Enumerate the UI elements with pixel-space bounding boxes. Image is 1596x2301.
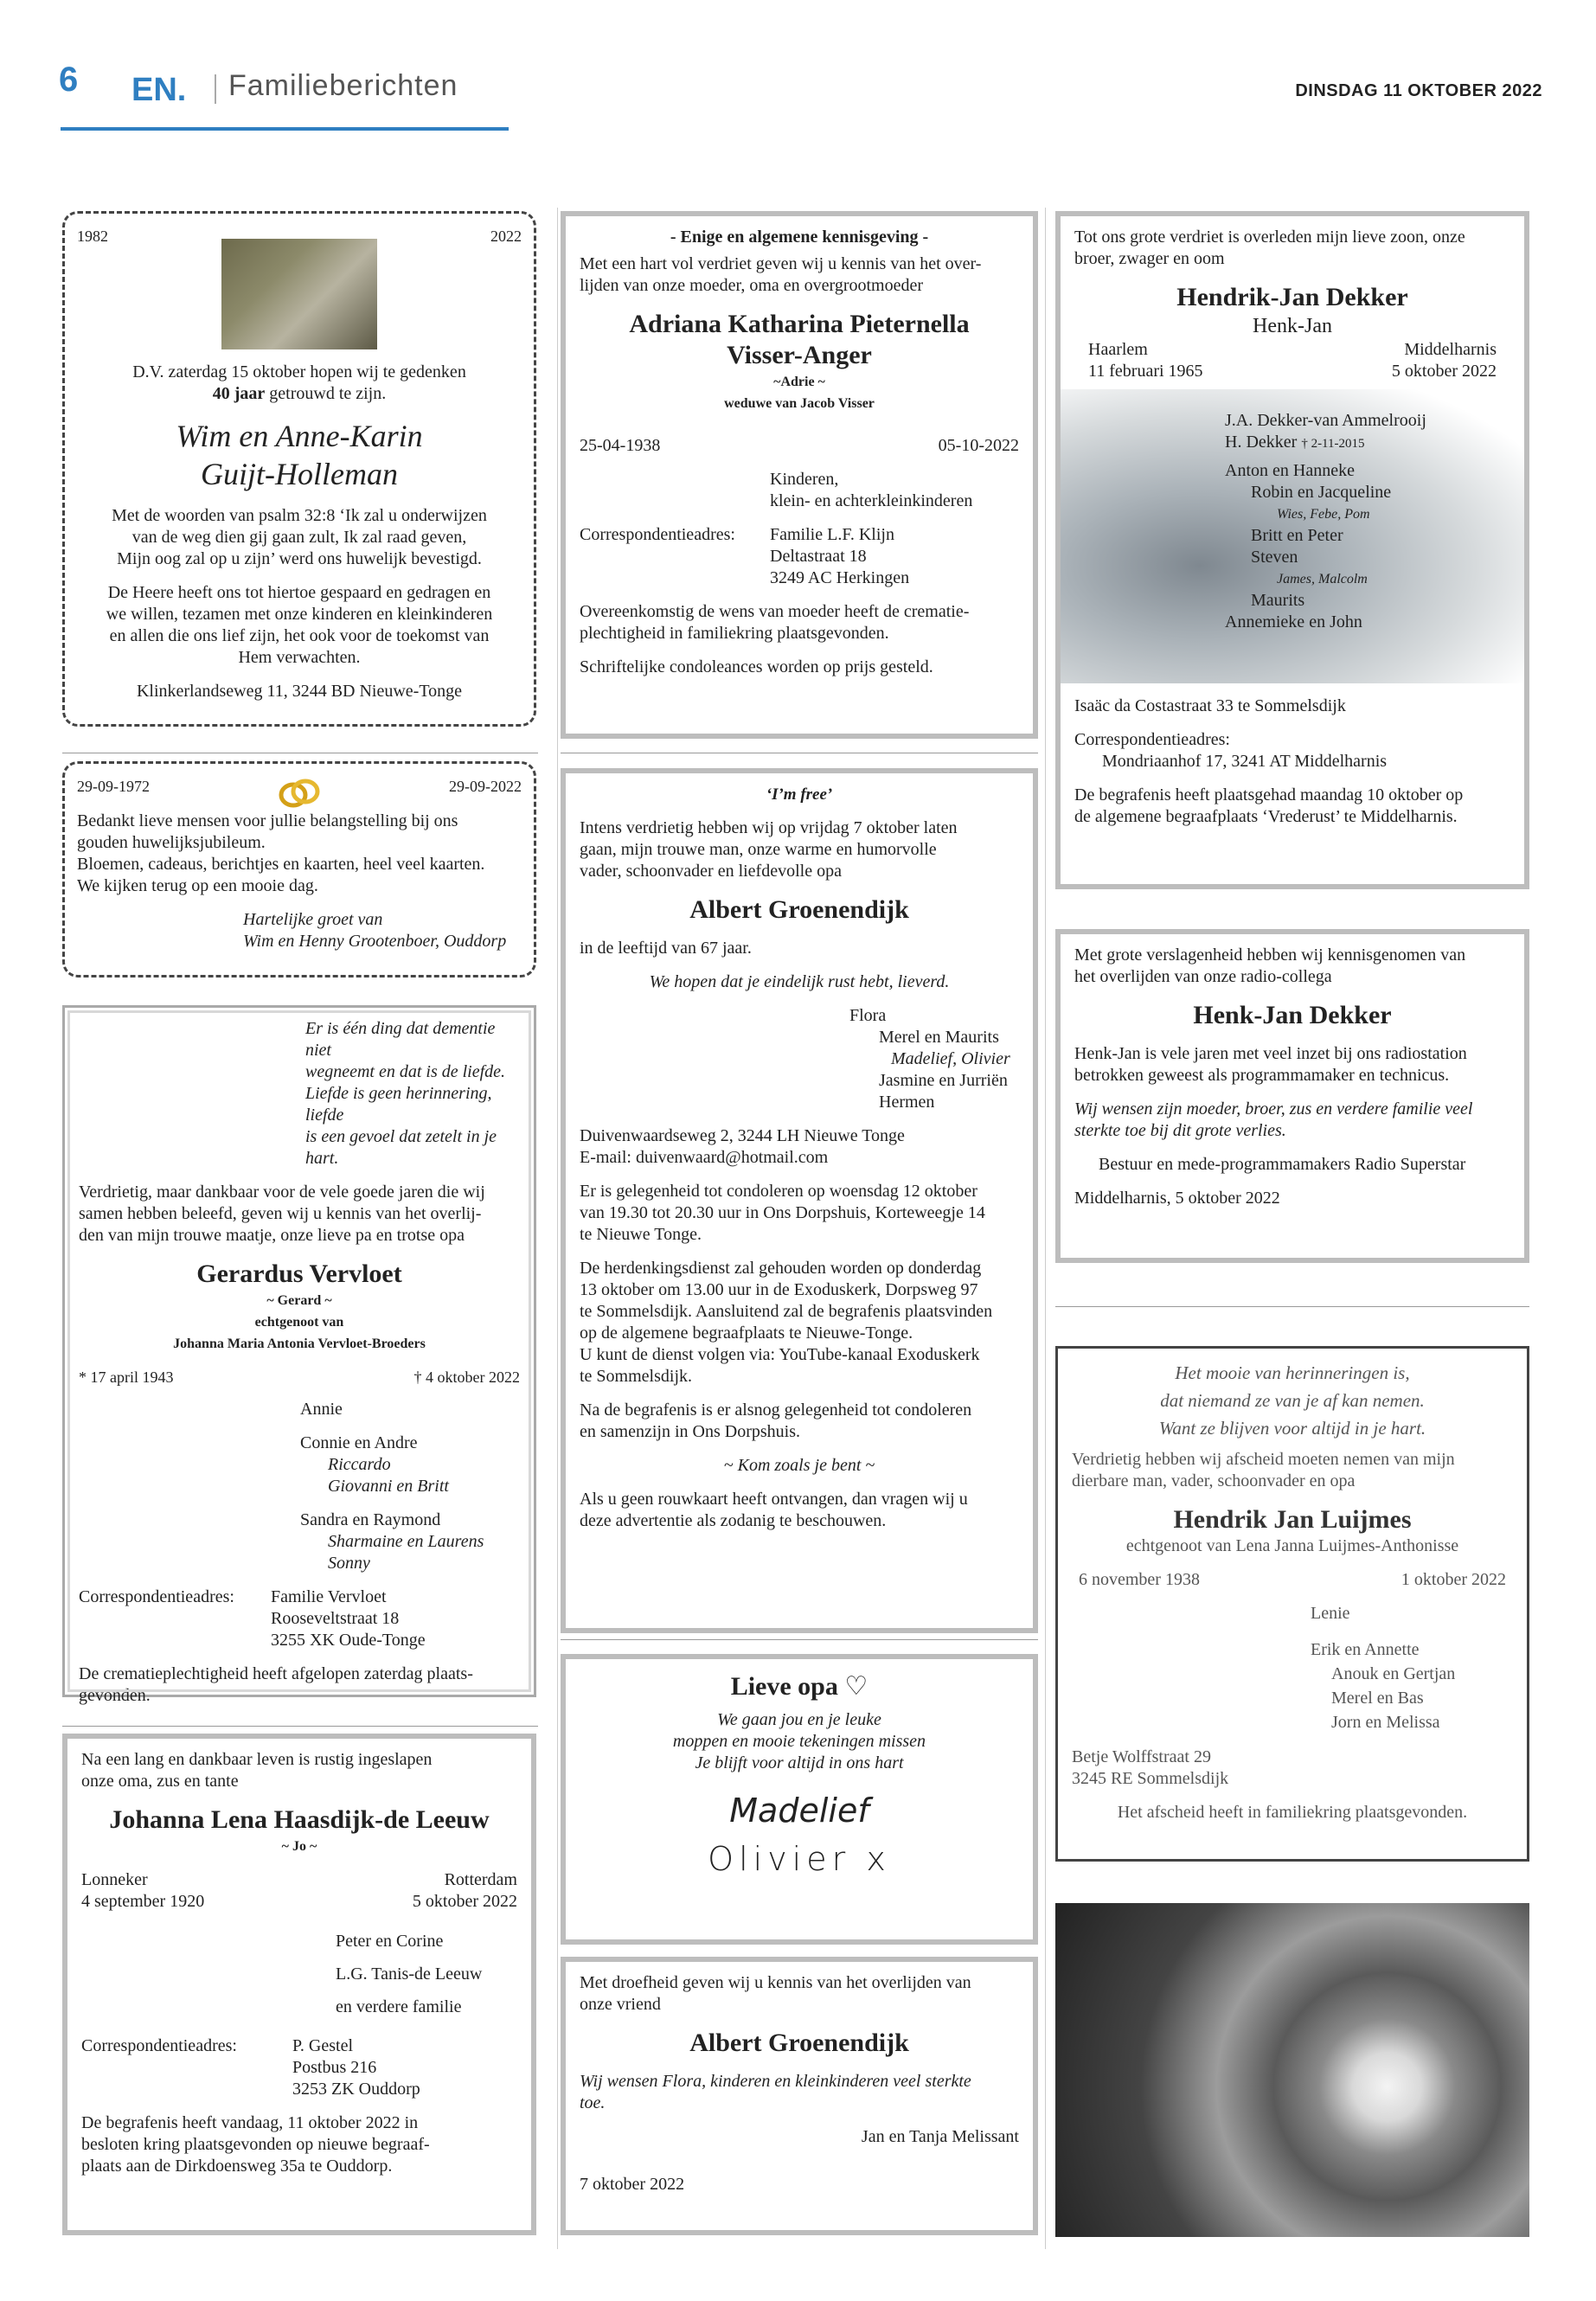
family-member: Maurits [1251,591,1305,610]
quote-line: moppen en mooie tekeningen missen [672,1732,926,1751]
birth-date: 11 februari 1965 [1088,362,1203,381]
quote-line: wegneemt en dat is de liefde. [305,1062,506,1081]
family-member: Sandra en Raymond [300,1510,441,1529]
text-line: De begrafenis heeft plaatsgehad maandag 10 oktober op [1074,785,1464,804]
obituary-gerardus-vervloet [62,1005,536,1705]
sender: Jan en Tanja Melissant [861,2127,1019,2146]
correspondence-address: Correspondentieadres: Familie Vervloet Rooseveltstraat 18 3255 XK Oude-Tonge [79,1587,426,1650]
family-member: Flora [849,1006,887,1025]
row-rule [1055,1306,1529,1307]
signature-madelief: Madelief [729,1791,869,1830]
condolence-albert-groenendijk [561,1957,1038,2235]
widow-of: weduwe van Jacob Visser [724,396,875,411]
page-number: 6 [59,61,79,99]
family-member: Peter en Corine [336,1932,444,1951]
column-rule [557,208,558,2249]
fishing-boat-photo [1061,389,1524,683]
text-line: het overlijden van onze radio-collega [1074,967,1332,986]
death-date: † 4 oktober 2022 [413,1368,520,1386]
text-line: den van mijn trouwe maatje, onze lieve pa en trotse opa [79,1226,465,1245]
text-line: te Sommelsdijk. Aansluitend zal de begrafenis plaatsvinden [580,1302,993,1321]
deceased-name: Adriana Katharina Pieternella [629,310,970,338]
obituary-hendrik-jan-dekker [1055,211,1529,889]
family-member: Annemieke en John [1225,612,1362,631]
text-line: de algemene begraafplaats ‘Vrederust’ te Middelharnis. [1074,807,1458,826]
text-line: Na de begrafenis is er alsnog gelegenheid tot condoleren [580,1400,972,1420]
family-member: Merel en Bas [1331,1689,1424,1708]
text-line: Bloemen, cadeaus, berichtjes en kaarten, heel veel kaarten. [77,855,485,874]
text-line: en allen die ons lief zijn, het ook voor de toekomst van [109,626,490,645]
family-member: klein- en achterkleinkinderen [770,491,973,510]
text-line: De Heere heeft ons tot hiertoe gespaard en gedragen en [107,583,491,602]
text-line: Met de woorden van psalm 32:8 ‘Ik zal u onderwijzen [112,506,487,525]
birth-place: Haarlem [1088,340,1148,359]
row-rule [62,1726,538,1727]
text-line: broer, zwager en oom [1074,249,1225,268]
text-line: lijden van onze moeder, oma en overgrootmoeder [580,276,924,295]
newspaper-logo [131,73,201,104]
deceased-name: Johanna Lena Haasdijk-de Leeuw [109,1805,490,1834]
couple-name: Wim en Anne-Karin [176,419,423,453]
death-date: 1 oktober 2022 [1401,1570,1506,1589]
text-line: Met droefheid geven wij u kennis van het overlijden van [580,1973,971,1992]
correspondence-address: Mondriaanhof 17, 3241 AT Middelharnis [1102,752,1388,771]
text-line: Met een hart vol verdriet geven wij u kennis van het over- [580,254,982,273]
death-place: Middelharnis [1404,340,1497,359]
announcement-line: 40 jaar getrouwd te zijn. [212,384,387,403]
text-line: onze vriend [580,1995,661,2014]
text-line: vader, schoonvader en liefdevolle opa [580,862,842,881]
greeting-names: Wim en Henny Grootenboer, Ouddorp [243,932,507,951]
family-member: en verdere familie [336,1997,462,2016]
family-member: Merel en Maurits [879,1028,999,1047]
text-line: Wij wensen zijn moeder, broer, zus en verdere familie veel [1074,1099,1473,1118]
correspondence-label: Correspondentieadres: [1074,730,1230,749]
text-line: Overeenkomstig de wens van moeder heeft de crematie- [580,602,970,621]
quote-line: We gaan jou en je leuke [717,1710,881,1729]
text-line: we willen, tezamen met onze kinderen en kleinkinderen [106,605,493,624]
text-line: Verdrietig, maar dankbaar voor de vele goede jaren die wij [79,1183,485,1202]
spouse-name: echtgenoot van Lena Janna Luijmes-Anthonisse [1125,1536,1459,1555]
signature-olivier: Olivier x [708,1840,891,1878]
quote-line: dat niemand ze van je af kan nemen. [1160,1390,1425,1411]
announcement-line: D.V. zaterdag 15 oktober hopen wij te gedenken [132,362,466,381]
quote-line: is een gevoel dat zetelt in je hart. [305,1127,497,1168]
birth-date: * 17 april 1943 [79,1368,174,1386]
text-line: te Sommelsdijk. [580,1367,692,1386]
deceased-name: Albert Groenendijk [689,895,909,924]
ad-heading: ‘I’m free’ [766,785,833,804]
header-divider [215,74,216,104]
ad-date: 7 oktober 2022 [580,2175,685,2194]
birth-date: 4 september 1920 [81,1892,205,1911]
text-line: plechtigheid in familiekring plaatsgevonden. [580,624,889,643]
ad-heading: Lieve opa ♡ [730,1672,869,1701]
deceased-surname: Visser-Anger [727,341,872,369]
text-line: Hem verwachten. [238,648,361,667]
spouse-label: echtgenoot van [254,1315,344,1330]
text-line: dierbare man, vader, schoonvader en opa [1072,1471,1356,1490]
text-line: Met grote verslagenheid hebben wij kennisgenomen van [1074,945,1466,965]
family-member: Robin en Jacqueline [1251,483,1392,502]
text-line: Er is gelegenheid tot condoleren op woensdag 12 oktober [580,1182,977,1201]
birth-date: 25-04-1938 [580,436,661,455]
text-line: plaats aan de Dirkdoensweg 35a te Ouddorp. [81,2157,393,2176]
nickname: Henk-Jan [1253,315,1332,337]
family-member: Riccardo [328,1455,391,1474]
column-rule [1045,208,1046,2249]
text-line: en samenzijn in Ons Dorpshuis. [580,1422,800,1441]
text-line: 13 oktober om 13.00 uur in de Exoduskerk, Dorpsweg 97 [580,1280,978,1299]
text-line: gouden huwelijksjubileum. [77,833,266,852]
deceased-name: Gerardus Vervloet [196,1259,402,1288]
text-line: samen hebben beleefd, geven wij u kennis van het overlij- [79,1204,482,1223]
obituary-johanna-haasdijk [62,1734,536,2235]
text-line: besloten kring plaatsgevonden op nieuwe begraaf- [81,2135,430,2154]
quote-line: We hopen dat je eindelijk rust hebt, lieverd. [649,972,950,991]
deceased-name: Hendrik Jan Luijmes [1173,1505,1412,1534]
quote-line: Liefde is geen herinnering, liefde [305,1084,492,1125]
motto: ~ Kom zoals je bent ~ [723,1456,875,1475]
address: 3245 RE Sommelsdijk [1072,1769,1229,1788]
svg-text:EN.: EN. [131,73,187,104]
email[interactable]: E-mail: duivenwaard@hotmail.com [580,1148,829,1167]
address: Klinkerlandseweg 11, 3244 BD Nieuwe-Tonge [136,682,463,701]
text-line: Henk-Jan is vele jaren met veel inzet bij ons radiostation [1074,1044,1467,1063]
deceased-name: Henk-Jan Dekker [1193,1001,1392,1029]
text-line: Bedankt lieve mensen voor jullie belangstelling bij ons [77,811,458,830]
correspondence-address: Correspondentieadres: P. Gestel Postbus 216 3253 ZK Ouddorp [81,2036,420,2099]
nickname: ~Adrie ~ [773,375,825,389]
anniversary-ad-50 [62,761,536,977]
wedding-rings-icon [276,776,323,811]
family-member: Wies, Febe, Pom [1277,507,1370,522]
quote-line: Er is één ding dat dementie niet [305,1019,496,1060]
sender: Bestuur en mede-programmamakers Radio Superstar [1099,1155,1466,1174]
quote-line: Je blijft voor altijd in ons hart [695,1753,904,1772]
family-member: Sonny [328,1554,370,1573]
family-member: Sharmaine en Laurens [328,1532,484,1551]
address: Isaäc da Costastraat 33 te Sommelsdijk [1074,696,1346,715]
family-member: Anouk en Gertjan [1331,1664,1456,1683]
quote-line: Het mooie van herinneringen is, [1175,1362,1410,1383]
text-line: De begrafenis heeft vandaag, 11 oktober 2022 in [81,2113,419,2132]
text-line: U kunt de dienst volgen via: YouTube-kanaal Exoduskerk [580,1345,980,1364]
death-date: 05-10-2022 [938,436,1019,455]
family-member: J.A. Dekker-van Ammelrooij [1225,411,1426,430]
condolence-radio-superstar [1055,929,1529,1263]
heart-icon: ♡ [844,1672,869,1701]
text-line: van 19.30 tot 20.30 uur in Ons Dorpshuis, Korteweegje 14 [580,1203,985,1222]
birth-date: 6 november 1938 [1079,1570,1200,1589]
deceased-name: Albert Groenendijk [689,2029,909,2057]
family-member: Kinderen, [770,470,839,489]
family-member: L.G. Tanis-de Leeuw [336,1965,483,1984]
text-line: op de algemene begraafplaats te Nieuwe-Tonge. [580,1324,913,1343]
text-line: sterkte toe bij dit grote verlies. [1074,1121,1286,1140]
text-line: We kijken terug op een mooie dag. [77,876,318,895]
anniversary-ad-40 [62,211,536,727]
date-to: 29-09-2022 [449,778,522,795]
correspondence-address: Correspondentieadres: Familie L.F. Klijn Deltastraat 18 3249 AC Herkingen [580,525,910,587]
text-line: Het afscheid heeft in familiekring plaatsgevonden. [1117,1803,1468,1822]
text-line: van de weg dien gij gaan zult, Ik zal raad geven, [131,528,467,547]
issue-date: DINSDAG 11 OKTOBER 2022 [1295,81,1542,100]
family-member: Erik en Annette [1311,1640,1420,1659]
death-date: 5 oktober 2022 [1391,362,1497,381]
obituary-hendrik-jan-luijmes [1055,1346,1529,1862]
text-line: Verdrietig hebben wij afscheid moeten nemen van mijn [1072,1450,1455,1469]
couple-surname: Guijt-Holleman [201,457,398,491]
death-place: Rotterdam [444,1870,517,1889]
family-member: Madelief, Olivier [891,1049,1010,1068]
row-rule [561,1639,1038,1640]
obituary-albert-groenendijk [561,768,1038,1633]
text-line: Tot ons grote verdriet is overleden mijn lieve zoon, onze [1074,228,1465,247]
text-line: gevonden. [79,1686,151,1705]
ad-heading: - Enige en algemene kennisgeving - [670,228,929,247]
text-line: De herdenkingsdienst zal gehouden worden op donderdag [580,1259,982,1278]
text-line: Intens verdrietig hebben wij op vrijdag 7 oktober laten [580,818,958,837]
text-line: Als u geen rouwkaart heeft ontvangen, dan vragen wij u [580,1490,968,1509]
text-line: betrokken geweest als programmamaker en technicus. [1074,1066,1450,1085]
family-member: H. Dekker † 2-11-2015 [1225,433,1365,452]
text-line: deze advertentie als zodanig te beschouwen. [580,1511,887,1530]
deceased-name: Hendrik-Jan Dekker [1176,283,1408,311]
obituary-adriana-visser [561,211,1038,739]
family-member: Jorn en Melissa [1331,1713,1440,1732]
text-line: Mijn oog zal op u zijn’ werd ons huwelijk bevestigd. [117,549,482,568]
text-line: onze oma, zus en tante [81,1772,239,1791]
nickname: ~ Jo ~ [281,1839,317,1854]
nickname: ~ Gerard ~ [266,1293,332,1308]
text-line: te Nieuwe Tonge. [580,1225,702,1244]
age-line: in de leeftijd van 67 jaar. [580,939,752,958]
birth-place: Lonneker [81,1870,148,1889]
address: Duivenwaardseweg 2, 3244 LH Nieuwe Tonge [580,1126,905,1145]
spouse-name: Johanna Maria Antonia Vervloet-Broeders [173,1336,426,1351]
date-from: 29-09-1972 [77,778,150,795]
text-line: Schriftelijke condoleances worden op prijs gesteld. [580,657,933,676]
death-date: 5 oktober 2022 [412,1892,517,1911]
family-member: Steven [1251,548,1298,567]
family-member: Britt en Peter [1251,526,1343,545]
grandchildren-message [561,1654,1038,1945]
ad-date: Middelharnis, 5 oktober 2022 [1074,1189,1280,1208]
text-line: Wij wensen Flora, kinderen en kleinkinderen veel sterkte [580,2072,971,2091]
text-line: Na een lang en dankbaar leven is rustig ingeslapen [81,1750,433,1769]
family-member: Giovanni en Britt [328,1477,449,1496]
family-member: Annie [300,1400,343,1419]
greeting: Hartelijke groet van [243,910,383,929]
text-line: De crematieplechtigheid heeft afgelopen zaterdag plaats- [79,1664,473,1683]
family-member: Jasmine en Jurriën [879,1071,1008,1090]
address: Betje Wolffstraat 29 [1072,1747,1211,1766]
text-line: gaan, mijn trouwe man, onze warme en humorvolle [580,840,937,859]
daisy-flower-photo [1055,1903,1529,2237]
family-member: Connie en Andre [300,1433,418,1452]
family-member: Anton en Hanneke [1225,461,1355,480]
family-member: James, Malcolm [1277,572,1368,586]
year-to: 2022 [490,228,522,245]
text-line: toe. [580,2093,606,2112]
year-from: 1982 [77,228,108,245]
header-underline [61,127,509,131]
family-member: Lenie [1311,1604,1350,1623]
family-member: Hermen [879,1093,935,1112]
section-title: Familieberichten [228,69,458,102]
quote-line: Want ze blijven voor altijd in je hart. [1158,1418,1426,1439]
wedding-photo [221,239,377,349]
